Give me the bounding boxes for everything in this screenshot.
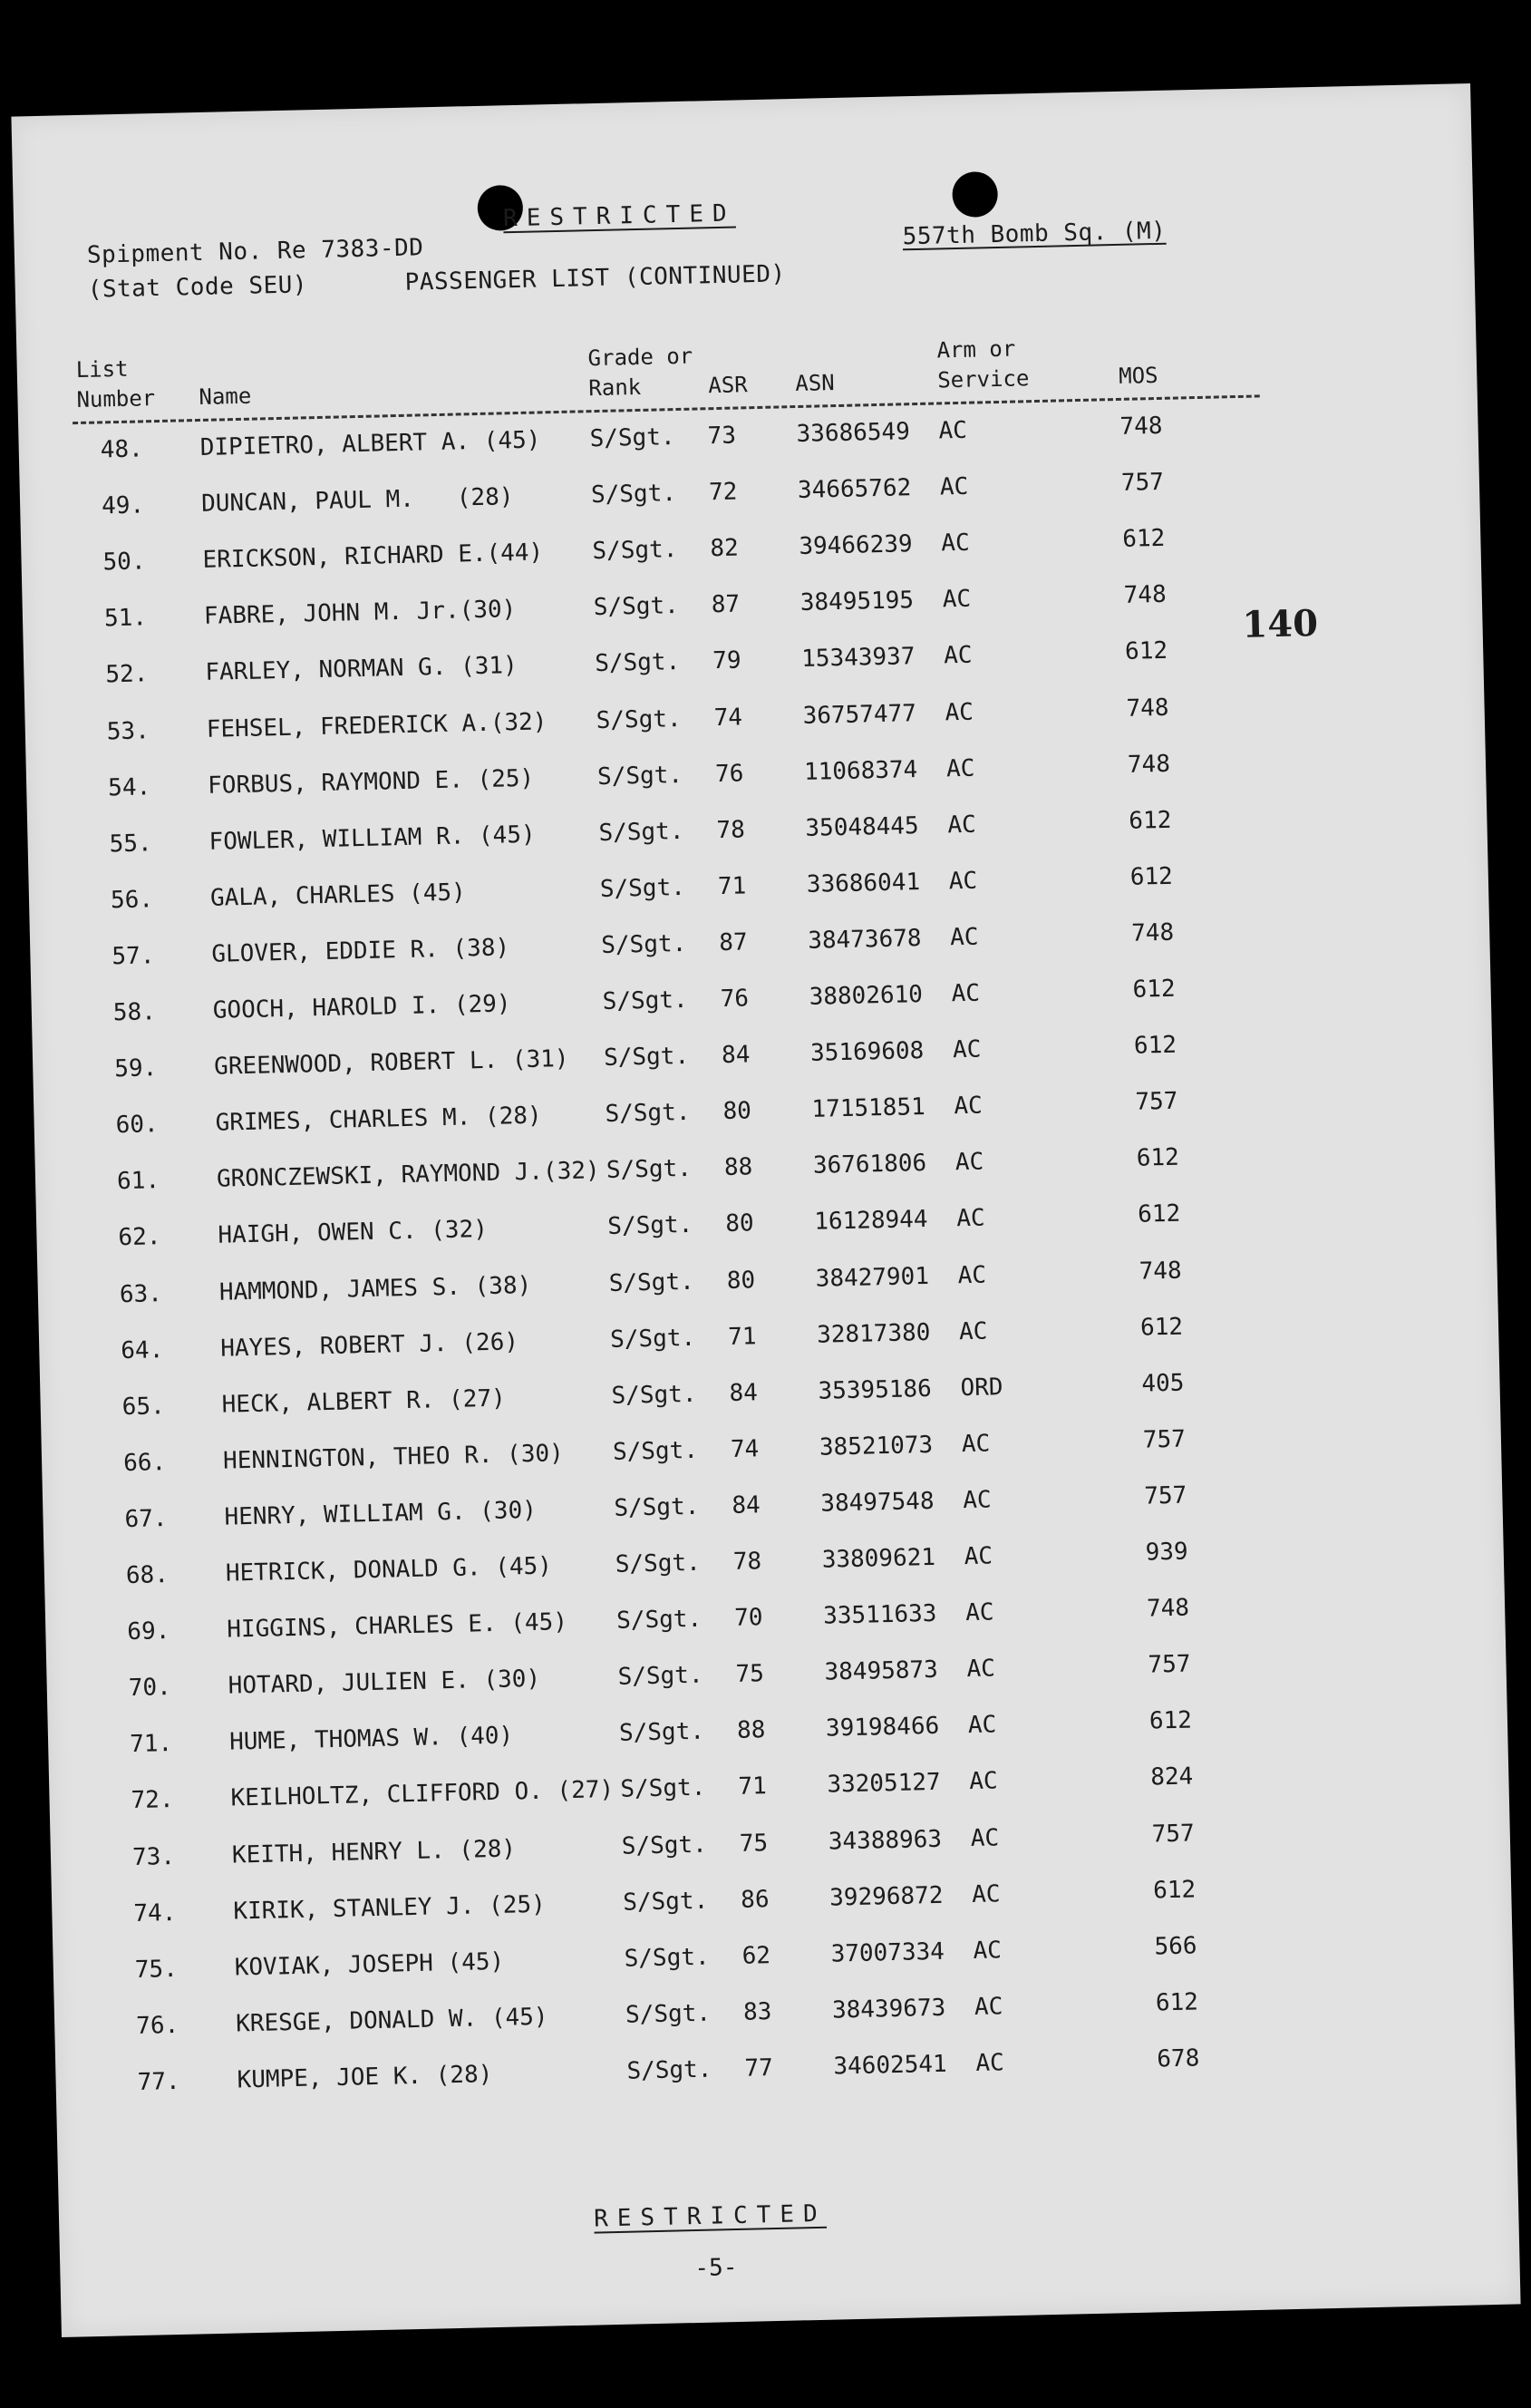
row-grade: S/Sgt.: [607, 1211, 693, 1241]
row-number: 48.: [100, 435, 144, 464]
row-asn: 36757477: [802, 699, 917, 730]
row-name: HECK, ALBERT R. (27): [221, 1384, 507, 1419]
row-name: GOOCH, HAROLD I. (29): [212, 990, 511, 1024]
row-grade: S/Sgt.: [602, 986, 688, 1016]
row-arm: AC: [970, 1823, 1000, 1852]
row-mos: 612: [1133, 1031, 1177, 1060]
row-number: 64.: [120, 1335, 164, 1364]
row-arm: AC: [945, 754, 975, 782]
row-asr: 80: [724, 1209, 754, 1238]
row-arm: AC: [945, 698, 974, 726]
row-asn: 33205127: [827, 1769, 941, 1800]
row-mos: 748: [1139, 1257, 1182, 1286]
row-name: KOVIAK, JOSEPH (45): [234, 1947, 505, 1982]
row-name: KUMPE, JOE K. (28): [237, 2060, 493, 2094]
column-header-asn: ASN: [795, 370, 835, 397]
row-asr: 80: [722, 1097, 752, 1126]
row-grade: S/Sgt.: [606, 1155, 693, 1185]
row-grade: S/Sgt.: [596, 704, 682, 734]
row-arm: AC: [955, 1204, 985, 1233]
row-mos: 748: [1126, 694, 1169, 723]
row-asr: 75: [735, 1660, 765, 1689]
row-number: 55.: [109, 829, 152, 859]
row-name: FOWLER, WILLIAM R. (45): [208, 820, 536, 856]
row-arm: AC: [951, 979, 981, 1008]
row-arm: AC: [973, 1937, 1003, 1965]
row-asn: 38427901: [815, 1262, 930, 1293]
row-arm: AC: [943, 642, 973, 670]
row-mos: 757: [1120, 468, 1165, 497]
row-mos: 678: [1157, 2044, 1200, 2073]
list-title: PASSENGER LIST (CONTINUED): [404, 260, 786, 296]
row-number: 53.: [106, 716, 150, 745]
row-name: GRIMES, CHARLES M. (28): [215, 1102, 542, 1137]
row-arm: AC: [958, 1317, 988, 1345]
row-grade: S/Sgt.: [620, 1774, 706, 1804]
row-grade: S/Sgt.: [599, 873, 686, 903]
row-arm: AC: [948, 867, 978, 896]
row-mos: 757: [1135, 1087, 1178, 1116]
row-mos: 748: [1146, 1594, 1190, 1623]
row-asr: 72: [708, 478, 738, 507]
row-name: FABRE, JOHN M. Jr.(30): [203, 596, 517, 631]
row-grade: S/Sgt.: [598, 817, 684, 847]
row-grade: S/Sgt.: [614, 1492, 700, 1522]
row-mos: 757: [1151, 1819, 1196, 1849]
row-grade: S/Sgt.: [590, 480, 677, 510]
row-grade: S/Sgt.: [592, 536, 678, 566]
row-mos: 824: [1149, 1762, 1194, 1791]
row-mos: 748: [1123, 581, 1168, 610]
column-header-arm: Arm or Service: [936, 335, 1030, 393]
row-name: FARLEY, NORMAN G. (31): [205, 652, 518, 687]
row-asr: 77: [744, 2054, 774, 2083]
row-arm: AC: [938, 416, 968, 445]
row-number: 49.: [101, 491, 145, 520]
row-arm: AC: [969, 1767, 999, 1796]
row-asr: 84: [729, 1378, 759, 1407]
row-number: 51.: [103, 604, 148, 633]
column-header-name: Name: [199, 383, 252, 410]
page-number: -5-: [694, 2254, 738, 2283]
row-name: HETRICK, DONALD G. (45): [225, 1552, 553, 1588]
row-asn: 33809621: [821, 1543, 936, 1574]
row-grade: S/Sgt.: [609, 1324, 696, 1354]
row-grade: S/Sgt.: [600, 929, 687, 959]
row-grade: S/Sgt.: [615, 1605, 703, 1635]
row-asr: 71: [738, 1772, 768, 1801]
row-mos: 612: [1152, 1876, 1197, 1905]
row-asn: 38495195: [799, 587, 915, 617]
row-asr: 76: [714, 760, 744, 788]
row-name: HIGGINS, CHARLES E. (45): [227, 1608, 568, 1644]
row-arm: AC: [954, 1092, 984, 1121]
row-number: 60.: [115, 1111, 159, 1140]
row-name: HENNINGTON, THEO R. (30): [222, 1439, 565, 1475]
row-name: HAYES, ROBERT J. (26): [219, 1327, 519, 1363]
row-name: HENRY, WILLIAM G. (30): [224, 1496, 538, 1531]
row-asn: 32817380: [816, 1318, 931, 1349]
stat-code: (Stat Code SEU): [87, 271, 308, 304]
row-arm: AC: [941, 529, 971, 558]
punch-hole: [952, 171, 998, 218]
row-mos: 748: [1130, 918, 1175, 947]
row-asn: 34602541: [833, 2050, 947, 2081]
row-name: GALA, CHARLES (45): [209, 879, 467, 912]
row-name: KEITH, HENRY L. (28): [231, 1834, 517, 1869]
row-asr: 73: [707, 422, 737, 451]
row-asr: 75: [739, 1829, 769, 1858]
row-number: 74.: [133, 1898, 177, 1927]
row-name: FORBUS, RAYMOND E. (25): [207, 764, 535, 800]
row-mos: 612: [1124, 637, 1168, 666]
row-number: 71.: [129, 1730, 173, 1759]
row-grade: S/Sgt.: [612, 1436, 699, 1466]
row-mos: 612: [1136, 1143, 1180, 1173]
row-asn: 33511633: [822, 1599, 937, 1630]
row-mos: 566: [1154, 1932, 1197, 1961]
restricted-footer: RESTRICTED: [593, 2199, 828, 2233]
row-asr: 76: [720, 985, 750, 1014]
row-number: 68.: [125, 1561, 170, 1590]
row-asn: 17151851: [811, 1093, 926, 1124]
row-grade: S/Sgt.: [593, 592, 680, 622]
row-asr: 87: [718, 928, 748, 956]
row-asn: 39198466: [825, 1713, 940, 1743]
row-grade: S/Sgt.: [626, 2055, 712, 2085]
row-arm: AC: [952, 1035, 982, 1064]
row-asn: 38473678: [807, 924, 922, 955]
row-asr: 78: [716, 816, 746, 844]
row-asr: 71: [727, 1322, 757, 1351]
row-arm: AC: [971, 1879, 1001, 1908]
row-arm: AC: [966, 1655, 996, 1684]
row-number: 73.: [131, 1842, 176, 1871]
row-mos: 612: [1132, 975, 1176, 1004]
row-mos: 748: [1127, 750, 1171, 779]
row-asr: 83: [742, 1997, 772, 2026]
row-asn: 11068374: [803, 755, 918, 786]
row-asn: 35048445: [805, 811, 919, 842]
row-name: HAMMOND, JAMES S. (38): [218, 1271, 532, 1306]
row-grade: S/Sgt.: [603, 1042, 690, 1073]
row-number: 76.: [135, 2011, 179, 2040]
row-number: 61.: [116, 1167, 160, 1196]
row-mos: 612: [1155, 1988, 1199, 2017]
shipment-number: Spipment No. Re 7383-DD: [86, 234, 424, 269]
row-grade: S/Sgt.: [625, 1999, 712, 2029]
row-arm: AC: [947, 811, 977, 840]
row-grade: S/Sgt.: [589, 423, 675, 453]
row-name: DUNCAN, PAUL M. (28): [200, 483, 514, 519]
stamp-number: 140: [1241, 602, 1319, 646]
row-asn: 39466239: [799, 530, 913, 561]
row-asr: 71: [717, 872, 747, 900]
row-asn: 38521073: [819, 1431, 934, 1461]
row-mos: 612: [1148, 1706, 1193, 1735]
row-asr: 84: [732, 1491, 761, 1520]
row-mos: 405: [1141, 1369, 1185, 1398]
row-mos: 612: [1139, 1313, 1184, 1342]
row-number: 67.: [124, 1504, 168, 1534]
row-asn: 37007334: [830, 1937, 945, 1968]
row-arm: AC: [949, 923, 979, 952]
row-name: ERICKSON, RICHARD E.(44): [202, 539, 544, 575]
row-mos: 612: [1129, 806, 1172, 835]
row-arm: AC: [964, 1542, 993, 1571]
row-mos: 612: [1121, 525, 1166, 554]
row-arm: AC: [961, 1430, 991, 1458]
row-asr: 62: [741, 1941, 771, 1970]
row-grade: S/Sgt.: [596, 761, 683, 791]
column-header-list-number: List Number: [75, 355, 156, 413]
row-asr: 88: [723, 1153, 753, 1182]
row-mos: 939: [1145, 1538, 1188, 1567]
row-asn: 33686549: [796, 418, 911, 449]
row-name: GRONCZEWSKI, RAYMOND J.(32): [216, 1157, 600, 1194]
row-asr: 74: [713, 703, 743, 732]
row-asn: 38439673: [831, 1994, 946, 2024]
row-arm: AC: [967, 1711, 997, 1740]
restricted-header: RESTRICTED: [502, 199, 736, 233]
row-arm: AC: [957, 1261, 987, 1289]
row-arm: AC: [975, 2049, 1005, 2077]
row-grade: S/Sgt.: [622, 1887, 709, 1917]
row-grade: S/Sgt.: [624, 1943, 710, 1973]
row-number: 62.: [118, 1223, 161, 1252]
row-asr: 82: [710, 534, 740, 563]
row-asn: 34388963: [828, 1825, 943, 1856]
row-number: 72.: [131, 1786, 174, 1815]
document-page: [11, 83, 1520, 2337]
row-number: 66.: [122, 1448, 167, 1477]
column-header-mos: MOS: [1118, 362, 1158, 389]
row-asn: 34665762: [797, 474, 912, 505]
unit-name: 557th Bomb Sq. (M): [902, 217, 1167, 251]
row-grade: S/Sgt.: [617, 1661, 703, 1692]
row-grade: S/Sgt.: [621, 1830, 708, 1860]
row-asn: 38497548: [820, 1487, 935, 1518]
row-asn: 38802610: [809, 981, 924, 1011]
row-grade: S/Sgt.: [608, 1267, 695, 1297]
row-asn: 38495873: [824, 1656, 939, 1686]
row-asr: 86: [740, 1885, 770, 1914]
row-name: GLOVER, EDDIE R. (38): [211, 934, 510, 968]
row-name: HAIGH, OWEN C. (32): [218, 1216, 489, 1250]
row-number: 59.: [113, 1054, 158, 1083]
row-number: 65.: [121, 1392, 166, 1421]
row-name: GREENWOOD, ROBERT L. (31): [213, 1044, 569, 1081]
row-asn: 36761806: [812, 1150, 927, 1180]
row-mos: 757: [1142, 1425, 1187, 1454]
row-number: 52.: [105, 660, 149, 689]
row-asn: 35395186: [818, 1374, 933, 1405]
row-grade: S/Sgt.: [605, 1099, 691, 1129]
row-name: KIRIK, STANLEY J. (25): [233, 1890, 547, 1926]
row-grade: S/Sgt.: [618, 1717, 705, 1748]
row-arm: AC: [962, 1486, 992, 1515]
row-mos: 612: [1129, 862, 1174, 891]
row-asn: 33686041: [806, 868, 921, 898]
row-mos: 757: [1148, 1650, 1191, 1679]
row-asr: 88: [736, 1716, 766, 1745]
row-mos: 748: [1119, 412, 1163, 441]
row-name: HUME, THOMAS W. (40): [228, 1722, 514, 1756]
row-grade: S/Sgt.: [615, 1549, 702, 1578]
row-number: 77.: [137, 2067, 180, 2096]
row-number: 69.: [127, 1617, 170, 1646]
row-number: 50.: [102, 548, 146, 577]
row-arm: AC: [939, 472, 969, 501]
row-number: 75.: [134, 1955, 179, 1984]
row-number: 57.: [111, 942, 155, 971]
row-asr: 80: [726, 1266, 756, 1295]
row-number: 54.: [107, 772, 151, 801]
row-asn: 35169608: [809, 1037, 925, 1067]
row-mos: 612: [1137, 1200, 1181, 1229]
column-header-asr: ASR: [708, 372, 749, 399]
column-header-grade: Grade or Rank: [587, 343, 693, 402]
row-asr: 79: [712, 646, 741, 675]
row-number: 70.: [128, 1674, 172, 1703]
row-asr: 70: [733, 1604, 763, 1632]
row-name: KEILHOLTZ, CLIFFORD O. (27): [230, 1776, 615, 1812]
row-asr: 78: [732, 1548, 762, 1576]
row-asr: 84: [721, 1041, 751, 1070]
row-asn: 16128944: [813, 1206, 928, 1237]
row-number: 56.: [110, 886, 154, 915]
row-arm: AC: [964, 1598, 994, 1627]
row-asr: 87: [711, 590, 741, 619]
row-asn: 39296872: [828, 1881, 944, 1912]
row-grade: S/Sgt.: [611, 1380, 697, 1410]
row-number: 58.: [112, 998, 157, 1027]
row-name: KRESGE, DONALD W. (45): [235, 2003, 548, 2038]
row-name: FEHSEL, FREDERICK A.(32): [206, 707, 547, 743]
row-arm: ORD: [960, 1373, 1003, 1402]
row-arm: AC: [942, 585, 972, 614]
row-name: HOTARD, JULIEN E. (30): [228, 1665, 541, 1700]
row-grade: S/Sgt.: [594, 648, 681, 678]
row-arm: AC: [974, 1993, 1003, 2021]
row-asr: 74: [730, 1435, 760, 1463]
row-asn: 15343937: [800, 643, 916, 674]
row-name: DIPIETRO, ALBERT A. (45): [199, 426, 541, 461]
row-number: 63.: [119, 1279, 163, 1308]
row-arm: AC: [954, 1148, 984, 1177]
row-mos: 757: [1143, 1481, 1187, 1510]
